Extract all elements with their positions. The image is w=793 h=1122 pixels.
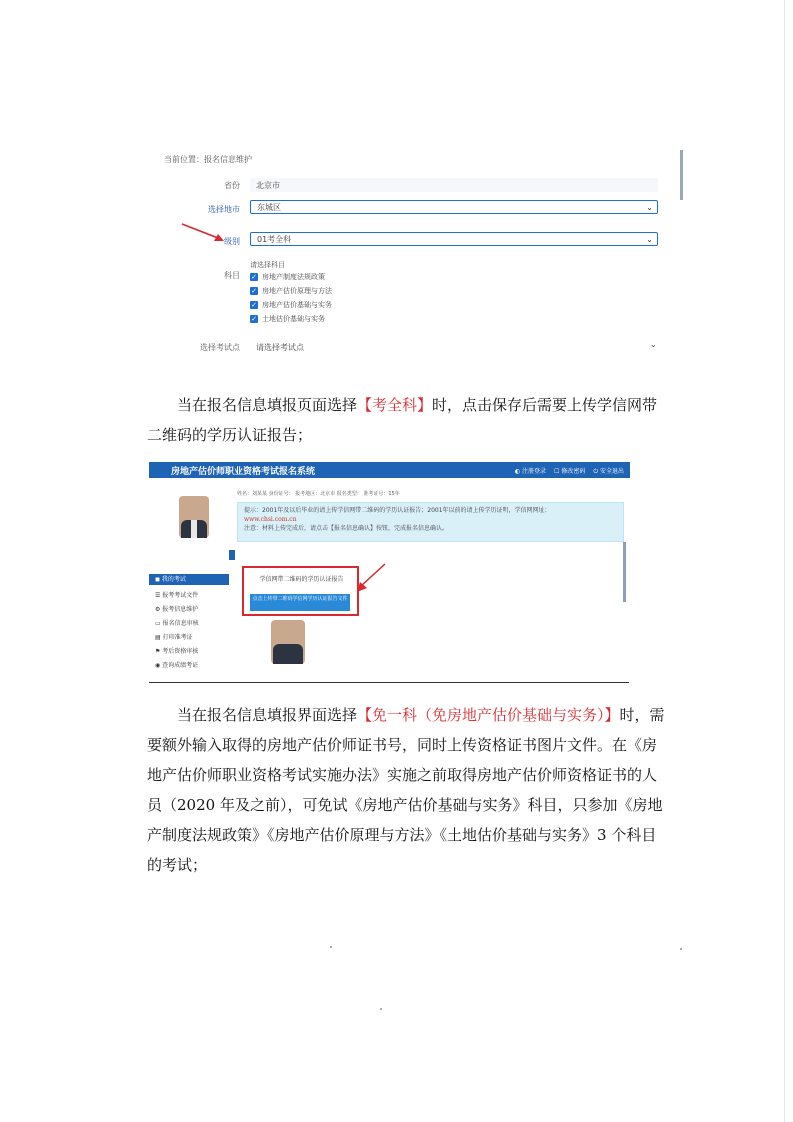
subject-item[interactable]: ✓ 土地估价基础与实务	[251, 315, 325, 323]
system-title: 房地产估价师职业资格考试报名系统	[171, 467, 316, 477]
district-select[interactable]	[250, 200, 658, 214]
divider	[149, 682, 629, 683]
upload-panel	[242, 566, 359, 616]
breadcrumb: 当前位置：报名信息维护	[164, 155, 252, 164]
sidebar	[149, 478, 229, 682]
sidebar-item-my-exam[interactable]: ◼ 我的考试	[149, 574, 229, 585]
sidebar-item[interactable]: ◉ 查询成绩考证	[155, 662, 199, 669]
paragraph-2: 当在报名信息填报界面选择【免一科（免房地产估价基础与实务）】时，需要额外输入取得的房地产估价师证书号，同时上传资格证书图片文件。在《房地产估价师职业资格考试实施办法》实施之前取得房地产估价师资格证书的人员（2020 年及之前），可免试《房地产估价基础与实务》科目，只参加《房地产制度法规政策》《房地产估价原理与方法》《土地估价基础与实务》3 个科目的考试；	[147, 706, 665, 874]
exam-site-label: 选择考试点	[200, 343, 240, 352]
header-link-login[interactable]: ◐ 注册登录	[514, 468, 547, 475]
form-screenshot	[150, 138, 670, 360]
level-label: 级别	[224, 237, 240, 246]
exam-site-placeholder[interactable]: 请选择考试点	[256, 343, 304, 352]
system-screenshot	[149, 462, 630, 682]
system-header	[149, 462, 630, 478]
checkbox-checked-icon[interactable]: ✓	[251, 273, 257, 281]
sidebar-item[interactable]: ▤ 打印准考证	[155, 634, 193, 641]
header-links	[515, 466, 624, 476]
province-field	[250, 178, 658, 192]
scrollbar[interactable]	[623, 542, 626, 602]
district-label: 选择地市	[208, 205, 240, 214]
chevron-down-icon: ⌄	[650, 340, 657, 349]
paragraph-1: 当在报名信息填报页面选择【考全科】时，点击保存后需要上传学信网带二维码的学历认证报告；	[147, 396, 658, 444]
chevron-down-icon: ⌄	[646, 235, 653, 244]
avatar	[179, 496, 209, 538]
subject-item[interactable]: ✓ 房地产估价原理与方法	[251, 287, 332, 295]
sidebar-item[interactable]: ⚑ 考后资格审核	[155, 648, 199, 655]
tip-line-1: 提示：2001年及以后毕业的请上传学信网带二维码的学历认证报告；2001年以前的请上传学历证明，学信网网址：	[244, 507, 551, 514]
district-value: 东城区	[257, 203, 281, 212]
chsi-link[interactable]: www.chsi.com.cn	[244, 516, 297, 523]
tip-box	[237, 502, 624, 542]
header-link-password[interactable]: ☐ 修改密码	[554, 468, 586, 475]
level-value: 01考全科	[257, 235, 292, 244]
highlight-text: 【考全科】	[357, 396, 433, 414]
checkbox-checked-icon[interactable]: ✓	[251, 315, 257, 323]
red-arrow-icon	[180, 222, 226, 244]
subject-item[interactable]: ✓ 房地产估价基础与实务	[251, 301, 332, 309]
page-edge	[784, 0, 785, 1122]
red-arrow-icon	[355, 562, 389, 596]
scan-speck	[330, 946, 332, 948]
province-value: 北京市	[256, 181, 280, 190]
scan-speck	[680, 948, 682, 950]
subjects-label: 科目	[224, 271, 240, 280]
user-info-line: 姓名：刘某某 身份证号： 报考地区：北京市 报名类型： 准考证号：15年	[237, 491, 400, 497]
chevron-down-icon: ⌄	[646, 203, 653, 212]
tip-line-2: 注意：材料上传完成后，请点击【报名信息确认】按钮，完成报名信息确认。	[244, 525, 449, 532]
sidebar-item[interactable]: ⚙ 报考信息维护	[155, 606, 199, 613]
highlight-text: 【免一科（免房地产估价基础与实务）】	[357, 706, 620, 724]
scan-speck	[380, 1008, 382, 1010]
checkbox-checked-icon[interactable]: ✓	[251, 287, 257, 295]
level-select[interactable]	[250, 232, 658, 246]
uploaded-photo	[271, 620, 305, 664]
subject-item[interactable]: ✓ 房地产制度法规政策	[251, 273, 325, 281]
upload-button[interactable]: 点击上传带二维码学信网学历认证报告文件	[250, 594, 350, 611]
scrollbar[interactable]	[680, 150, 683, 200]
header-link-logout[interactable]: ⏻ 安全退出	[593, 468, 624, 475]
sidebar-item[interactable]: ▭ 报名信息审核	[155, 620, 199, 627]
upload-title: 学信网带二维码的学历认证报告	[259, 576, 344, 583]
sidebar-item[interactable]: ☰ 报考考试文件	[155, 592, 199, 599]
checkbox-checked-icon[interactable]: ✓	[251, 301, 257, 309]
province-label: 省份	[224, 181, 240, 190]
sidebar-toggle[interactable]	[229, 550, 235, 560]
subjects-title: 请选择科目	[250, 261, 285, 269]
